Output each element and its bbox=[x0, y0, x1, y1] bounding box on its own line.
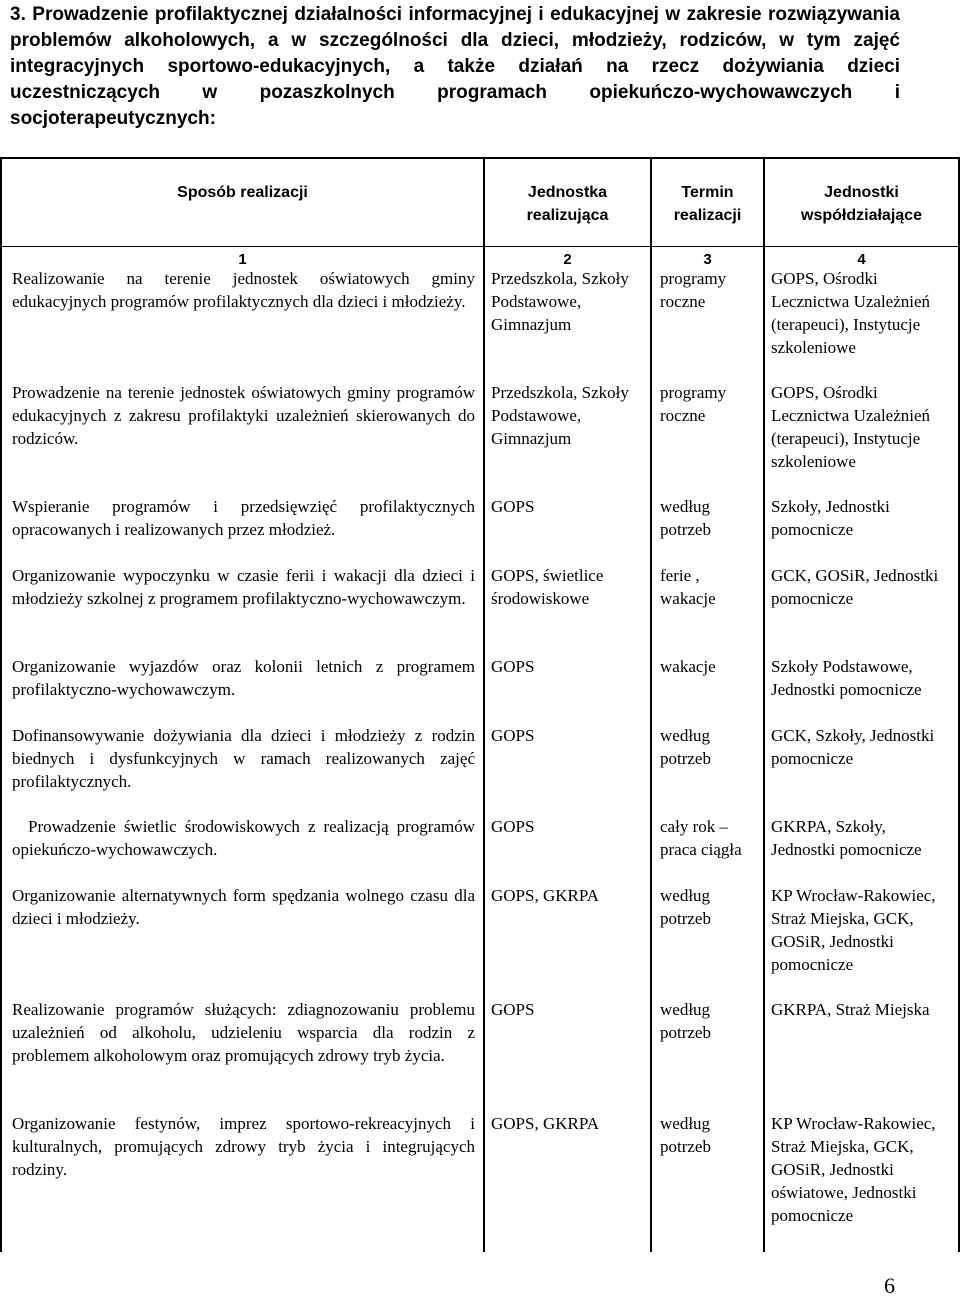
table-row bbox=[1, 564, 959, 655]
unit-cell: GOPS bbox=[484, 495, 651, 564]
term-cell: cały rok – praca ciągła bbox=[651, 815, 764, 884]
unit-cell: GOPS bbox=[484, 815, 651, 884]
method-cell: Prowadzenie na terenie jednostek oświatowych gminy programów edukacyjnych z zakresu profilaktyki uzależnień skierowanych do rodziców. bbox=[1, 381, 484, 495]
column-number-row bbox=[1, 247, 959, 268]
term-cell: programy roczne bbox=[651, 381, 764, 495]
column-number-3: 3 bbox=[651, 247, 764, 268]
realization-table bbox=[0, 157, 960, 1252]
method-cell: Wspieranie programów i przedsięwzięć profilaktycznych opracowanych i realizowanych przez młodzież. bbox=[1, 495, 484, 564]
partners-cell: KP Wrocław-Rakowiec, Straż Miejska, GCK, GOSiR, Jednostki pomocnicze bbox=[764, 884, 959, 998]
table-header-row bbox=[1, 158, 959, 247]
unit-cell: GOPS bbox=[484, 655, 651, 724]
method-cell: Dofinansowywanie dożywiania dla dzieci i młodzieży z rodzin biednych i dysfunkcyjnych w ramach realizowanych zajęć profilaktycznych. bbox=[1, 724, 484, 815]
partners-cell: GCK, Szkoły, Jednostki pomocnicze bbox=[764, 724, 959, 815]
partners-cell: Szkoły Podstawowe, Jednostki pomocnicze bbox=[764, 655, 959, 724]
header-method: Sposób realizacji bbox=[1, 158, 484, 247]
partners-cell: GOPS, Ośrodki Lecznictwa Uzależnień (terapeuci), Instytucje szkoleniowe bbox=[764, 267, 959, 381]
unit-cell: GOPS bbox=[484, 724, 651, 815]
header-term: Termin realizacji bbox=[651, 158, 764, 247]
method-cell: Prowadzenie świetlic środowiskowych z realizacją programów opiekuńczo-wychowawczych. bbox=[1, 815, 484, 884]
term-cell: według potrzeb bbox=[651, 724, 764, 815]
page-number: 6 bbox=[884, 1273, 895, 1298]
unit-cell: Przedszkola, Szkoły Podstawowe, Gimnazjum bbox=[484, 267, 651, 381]
term-cell: według potrzeb bbox=[651, 1112, 764, 1252]
term-cell: wakacje bbox=[651, 655, 764, 724]
table-row bbox=[1, 1112, 959, 1252]
term-cell: według potrzeb bbox=[651, 884, 764, 998]
partners-cell: GOPS, Ośrodki Lecznictwa Uzależnień (terapeuci), Instytucje szkoleniowe bbox=[764, 381, 959, 495]
unit-cell: GOPS, świetlice środowiskowe bbox=[484, 564, 651, 655]
table-row bbox=[1, 381, 959, 495]
partners-cell: GKRPA, Szkoły, Jednostki pomocnicze bbox=[764, 815, 959, 884]
table-row bbox=[1, 815, 959, 884]
column-number-2: 2 bbox=[484, 247, 651, 268]
term-cell: według potrzeb bbox=[651, 998, 764, 1112]
partners-cell: KP Wrocław-Rakowiec, Straż Miejska, GCK, GOSiR, Jednostki oświatowe, Jednostki pomocnicze bbox=[764, 1112, 959, 1252]
term-cell: ferie , wakacje bbox=[651, 564, 764, 655]
table-row bbox=[1, 884, 959, 998]
header-partners: Jednostki współdziałające bbox=[764, 158, 959, 247]
method-cell: Organizowanie wyjazdów oraz kolonii letnich z programem profilaktyczno-wychowawczym. bbox=[1, 655, 484, 724]
term-cell: programy roczne bbox=[651, 267, 764, 381]
unit-cell: GOPS, GKRPA bbox=[484, 1112, 651, 1252]
unit-cell: GOPS, GKRPA bbox=[484, 884, 651, 998]
column-number-4: 4 bbox=[764, 247, 959, 268]
table-row bbox=[1, 495, 959, 564]
table-row bbox=[1, 724, 959, 815]
partners-cell: GCK, GOSiR, Jednostki pomocnicze bbox=[764, 564, 959, 655]
method-cell: Organizowanie alternatywnych form spędzania wolnego czasu dla dzieci i młodzieży. bbox=[1, 884, 484, 998]
column-number-1: 1 bbox=[1, 247, 484, 268]
method-cell: Organizowanie wypoczynku w czasie ferii i wakacji dla dzieci i młodzieży szkolnej z programem profilaktyczno-wychowawczym. bbox=[1, 564, 484, 655]
method-cell: Realizowanie na terenie jednostek oświatowych gminy edukacyjnych programów profilaktycznych dla dzieci i młodzieży. bbox=[1, 267, 484, 381]
partners-cell: Szkoły, Jednostki pomocnicze bbox=[764, 495, 959, 564]
unit-cell: GOPS bbox=[484, 998, 651, 1112]
partners-cell: GKRPA, Straż Miejska bbox=[764, 998, 959, 1112]
table-row bbox=[1, 267, 959, 381]
term-cell: według potrzeb bbox=[651, 495, 764, 564]
table-row bbox=[1, 998, 959, 1112]
table-row bbox=[1, 655, 959, 724]
section-heading: 3. Prowadzenie profilaktycznej działalności informacyjnej i edukacyjnej w zakresie rozwiązywania problemów alkoholowych, a w szczególności dla dzieci, młodzieży, rodziców, w tym zajęć integracyjnych sportowo-edukacyjnych, a także działań na rzecz dożywiania dzieci uczestniczących w pozaszkolnych programach opiekuńczo-wychowawczych i socjoterapeutycznych: bbox=[10, 4, 900, 129]
method-cell: Organizowanie festynów, imprez sportowo-rekreacyjnych i kulturalnych, promujących zdrowy tryb życia i integrujących rodziny. bbox=[1, 1112, 484, 1252]
header-unit: Jednostka realizująca bbox=[484, 158, 651, 247]
method-cell: Realizowanie programów służących: zdiagnozowaniu problemu uzależnień od alkoholu, udzieleniu wsparcia dla rodzin z problemem alkoholowym oraz promujących zdrowy tryb życia. bbox=[1, 998, 484, 1112]
unit-cell: Przedszkola, Szkoły Podstawowe, Gimnazjum bbox=[484, 381, 651, 495]
